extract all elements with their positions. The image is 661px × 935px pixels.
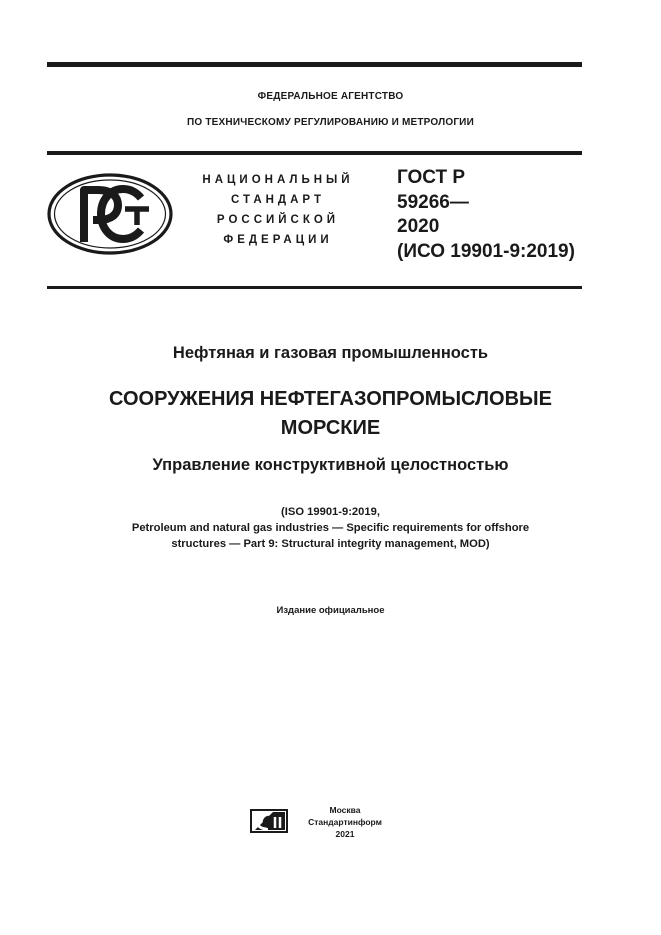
- publisher: [299, 804, 391, 840]
- publisher-name: Стандартинформ: [308, 817, 382, 827]
- standard-type-line-2: СТАНДАРТ: [231, 194, 325, 206]
- standard-type-line-4: ФЕДЕРАЦИИ: [223, 234, 333, 246]
- subtitle: Управление конструктивной целостностью: [152, 456, 509, 474]
- standard-designation: [397, 166, 575, 264]
- agency-line-1: ФЕДЕРАЛЬНОЕ АГЕНТСТВО: [257, 91, 404, 102]
- designation-line-4: (ИСО 19901-9:2019): [397, 240, 575, 262]
- main-title-line-1: СООРУЖЕНИЯ НЕФТЕГАЗОПРОМЫСЛОВЫЕ: [109, 388, 552, 410]
- iso-reference-line-3: structures — Part 9: Structural integrity management, MOD): [171, 538, 490, 550]
- publisher-year: 2021: [335, 829, 355, 839]
- publisher-city: Москва: [329, 805, 361, 815]
- header-bottom-rule: [47, 286, 582, 289]
- designation-line-3: 2020: [397, 216, 440, 237]
- main-title-line-2: МОРСКИЕ: [280, 417, 381, 439]
- main-title: [0, 385, 661, 443]
- agency-line-2: ПО ТЕХНИЧЕСКОМУ РЕГУЛИРОВАНИЮ И МЕТРОЛОГИИ: [187, 117, 474, 128]
- iso-reference-line-1: (ISO 19901-9:2019,: [281, 506, 380, 518]
- standard-type: [196, 170, 360, 250]
- header-rule: [47, 151, 582, 155]
- iso-reference: [0, 504, 661, 552]
- designation-line-1: ГОСТ Р: [397, 167, 466, 188]
- top-rule: [47, 62, 582, 67]
- edition-label: Издание официальное: [276, 605, 385, 616]
- standartinform-emblem-icon: [249, 808, 289, 834]
- designation-line-2: 59266—: [397, 191, 469, 213]
- standard-type-line-1: НАЦИОНАЛЬНЫЙ: [202, 174, 354, 186]
- gost-emblem-icon: [46, 172, 174, 256]
- standard-type-line-3: РОССИЙСКОЙ: [216, 214, 340, 226]
- industry-title: Нефтяная и газовая промышленность: [172, 344, 489, 362]
- iso-reference-line-2: Petroleum and natural gas industries — Specific requirements for offshore: [131, 522, 530, 534]
